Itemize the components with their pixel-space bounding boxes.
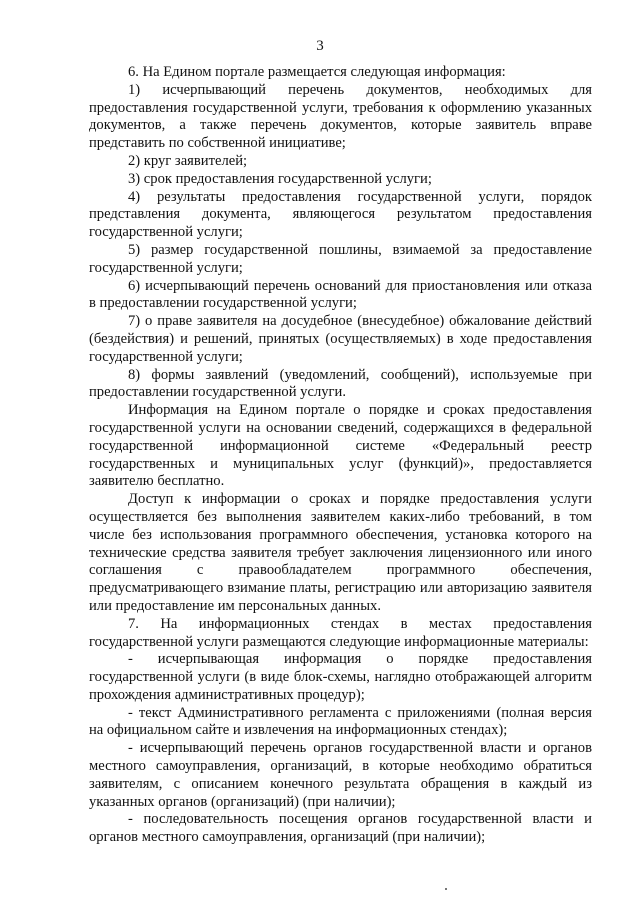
paragraph-access-info: Доступ к информации о сроках и порядке предоставления услуги осуществляется без выполнения заявителем каких-либо требований, в том числе без использования программного обеспечения, установка которого на технические средства заявителя требует заключения лицензионного или иного соглашения с правообладателем программного обеспечения, предусматривающего взимание платы, регистрацию или авторизацию заявителя или предоставление им персональных данных. xyxy=(89,491,592,614)
paragraph-section-6-intro: 6. На Едином портале размещается следующая информация: xyxy=(128,64,506,80)
document-body xyxy=(89,64,592,847)
paragraph-bullet-regulation-text: - текст Административного регламента с приложениями (полная версия на официальном сайте и извлечения на информационных стендах); xyxy=(89,704,592,739)
paragraph-item-4: 4) результаты предоставления государственной услуги, порядок представления документа, являющегося результатом предоставления государственной услуги; xyxy=(89,188,592,241)
paragraph-item-7: 7) о праве заявителя на досудебное (внесудебное) обжалование действий (бездействия) и решений, принятых (осуществляемых) в ходе предоставления государственной услуги; xyxy=(89,313,592,365)
paragraph-bullet-visit-sequence: - последовательность посещения органов государственной власти и органов местного самоуправления, организаций (при наличии); xyxy=(89,811,592,846)
page-number: 3 xyxy=(316,38,324,54)
paragraph-item-5: 5) размер государственной пошлины, взимаемой за предоставление государственной услуги; xyxy=(89,241,592,276)
paragraph-section-7-intro: 7. На информационных стендах в местах предоставления государственной услуги размещаются следующие информационные материалы: xyxy=(89,615,592,650)
paragraph-bullet-procedure-info: - исчерпывающая информация о порядке предоставления государственной услуги (в виде блок-схемы, наглядно отображающей алгоритм прохождения административных процедур); xyxy=(89,651,592,703)
paragraph-item-6: 6) исчерпывающий перечень оснований для приостановления или отказа в предоставлении государственной услуги; xyxy=(89,277,592,312)
paragraph-item-3: 3) срок предоставления государственной услуги; xyxy=(128,170,432,187)
paragraph-item-8: 8) формы заявлений (уведомлений, сообщений), используемые при предоставлении государственной услуги. xyxy=(89,366,592,401)
paragraph-bullet-authorities-list: - исчерпывающий перечень органов государственной власти и органов местного самоуправления, организаций, в которые необходимо обратиться заявителям, с описанием конечного результата обращения в каждый из указанных органов (организаций) (при наличии); xyxy=(89,740,592,810)
paragraph-portal-info-free: Информация на Едином портале о порядке и сроках предоставления государственной услуги на основании сведений, содержащихся в федеральной государственной информационной системе «Федеральный реестр государственных и муниципальных услуг (функций)», предоставляется заявителю бесплатно. xyxy=(89,402,592,490)
paragraph-item-2: 2) круг заявителей; xyxy=(128,152,248,169)
paragraph-item-1: 1) исчерпывающий перечень документов, необходимых для предоставления государственной услуги, требования к оформлению указанных документов, а также перечень документов, которые заявитель вправе представить по собственной инициативе; xyxy=(89,81,592,152)
scan-dot xyxy=(445,888,447,890)
